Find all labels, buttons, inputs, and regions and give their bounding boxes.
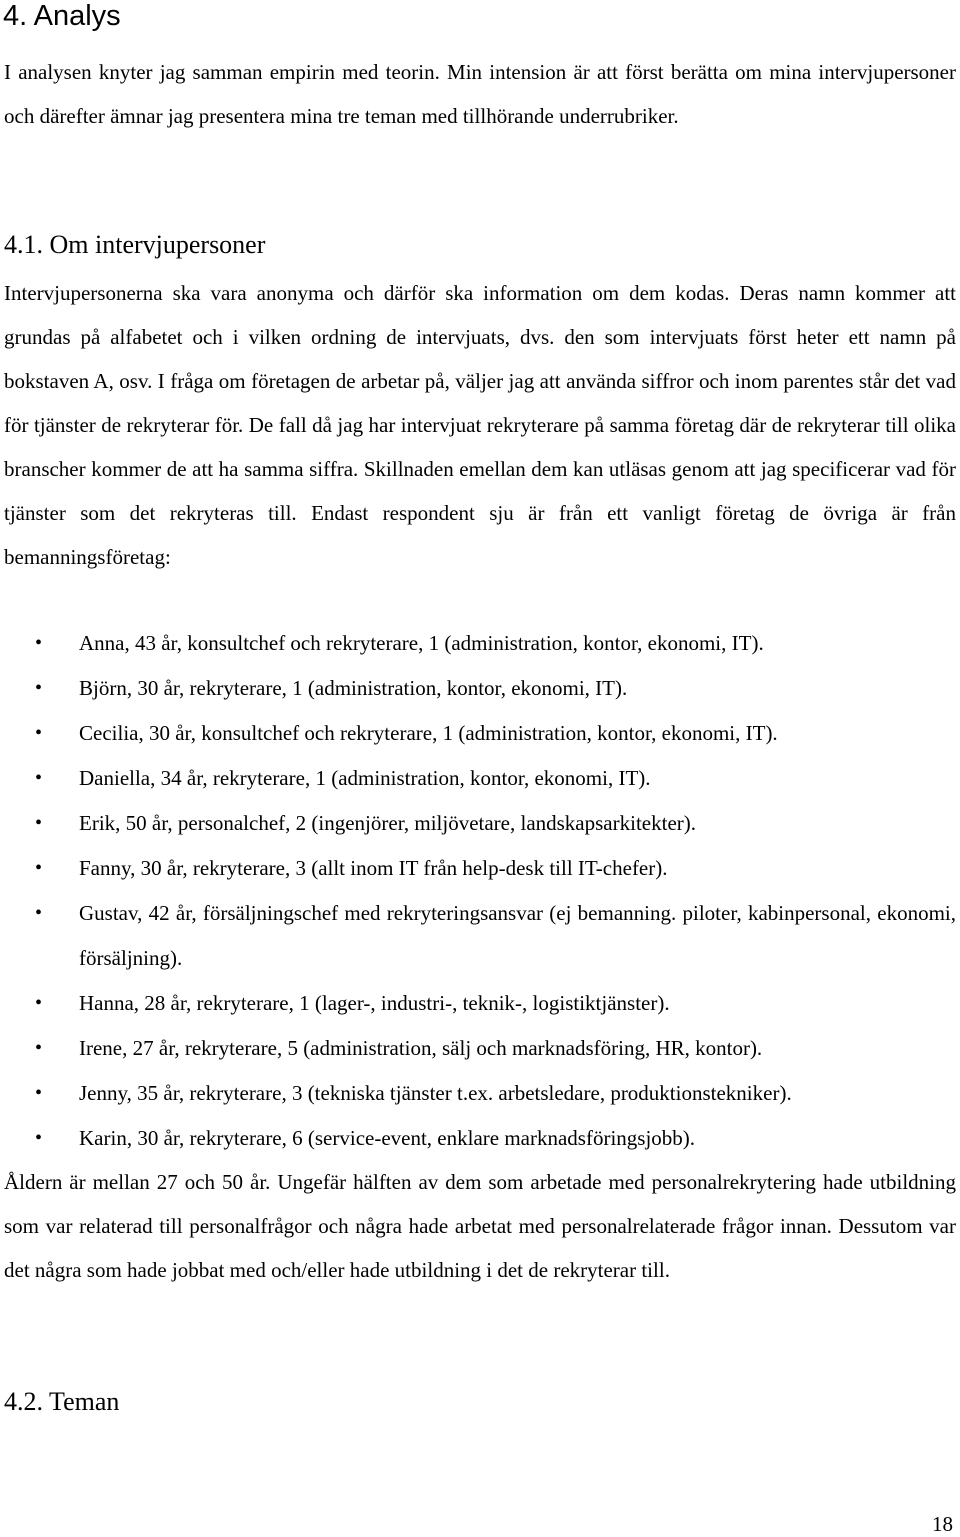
bullet-icon: • — [35, 767, 43, 789]
section-heading-4-1: 4.1. Om intervjupersoner — [4, 230, 266, 259]
chapter-heading: 4. Analys — [3, 0, 121, 32]
list-item-text: Anna, 43 år, konsultchef och rekryterare, 1 (administration, kontor, ekonomi, IT). — [79, 631, 764, 655]
list-item — [0, 891, 956, 981]
list-item-text: Karin, 30 år, rekryterare, 6 (service-event, enklare marknadsföringsjobb). — [79, 1126, 696, 1150]
bullet-icon: • — [35, 1037, 43, 1059]
list-item-text: Hanna, 28 år, rekryterare, 1 (lager-, industri-, teknik-, logistiktjänster). — [79, 991, 670, 1015]
closing-paragraph: Åldern är mellan 27 och 50 år. Ungefär hälften av dem som arbetade med personalrekrytering hade utbildning som var relaterad till personalfrågor och några hade arbetat med personalrelaterade frågor innan. Dessutom var det några som hade jobbat med och/eller hade utbildning i det de rekryterar till. — [4, 1170, 956, 1282]
list-item — [0, 666, 956, 711]
list-item-text: Björn, 30 år, rekryterare, 1 (administration, kontor, ekonomi, IT). — [79, 676, 628, 700]
list-item — [0, 1026, 956, 1071]
page-number: 18 — [932, 1512, 953, 1536]
bullet-icon: • — [35, 1082, 43, 1104]
list-item-text: Daniella, 34 år, rekryterare, 1 (administration, kontor, ekonomi, IT). — [79, 766, 651, 790]
list-item — [0, 711, 956, 756]
list-item — [0, 621, 956, 666]
section-4-1-paragraph: Intervjupersonerna ska vara anonyma och därför ska information om dem kodas. Deras namn kommer att grundas på alfabetet och i vilken ordning de intervjuats, dvs. den som intervjuats först heter ett namn på bokstaven A, osv. I fråga om företagen de arbetar på, väljer jag att använda siffror och inom parentes står det vad för tjänster de rekryterar för. De fall då jag har intervjuat rekryterare på samma företag där de rekryterar till olika branscher kommer de att ha samma siffra. Skillnaden emellan dem kan utläsas genom att jag specificerar vad för tjänster som det rekryteras till. Endast respondent sju är från ett vanligt företag de övriga är från bemanningsföretag: — [4, 281, 956, 569]
interviewee-list — [0, 621, 960, 1161]
bullet-icon: • — [35, 992, 43, 1014]
list-item-text: Gustav, 42 år, försäljningschef med rekryteringsansvar (ej bemanning. piloter, kabinpersonal, ekonomi, försäljning). — [79, 901, 956, 970]
list-item-text: Erik, 50 år, personalchef, 2 (ingenjörer, miljövetare, landskapsarkitekter). — [79, 811, 696, 835]
list-item-text: Fanny, 30 år, rekryterare, 3 (allt inom IT från help-desk till IT-chefer). — [79, 856, 668, 880]
section-heading-4-2: 4.2. Teman — [4, 1387, 120, 1416]
bullet-icon: • — [35, 722, 43, 744]
list-item — [0, 981, 956, 1026]
bullet-icon: • — [35, 812, 43, 834]
intro-paragraph: I analysen knyter jag samman empirin med teorin. Min intension är att först berätta om mina intervjupersoner och därefter ämnar jag presentera mina tre teman med tillhörande underrubriker. — [4, 60, 956, 128]
list-item — [0, 846, 956, 891]
list-item — [0, 1116, 956, 1161]
bullet-icon: • — [35, 677, 43, 699]
bullet-icon: • — [35, 902, 43, 924]
list-item-text: Cecilia, 30 år, konsultchef och rekryterare, 1 (administration, kontor, ekonomi, IT). — [79, 721, 778, 745]
list-item — [0, 756, 956, 801]
list-item-text: Jenny, 35 år, rekryterare, 3 (tekniska tjänster t.ex. arbetsledare, produktionstekniker). — [79, 1081, 792, 1105]
list-item — [0, 801, 956, 846]
bullet-icon: • — [35, 632, 43, 654]
bullet-icon: • — [35, 1127, 43, 1149]
list-item-text: Irene, 27 år, rekryterare, 5 (administration, sälj och marknadsföring, HR, kontor). — [79, 1036, 763, 1060]
list-item — [0, 1071, 956, 1116]
bullet-icon: • — [35, 857, 43, 879]
